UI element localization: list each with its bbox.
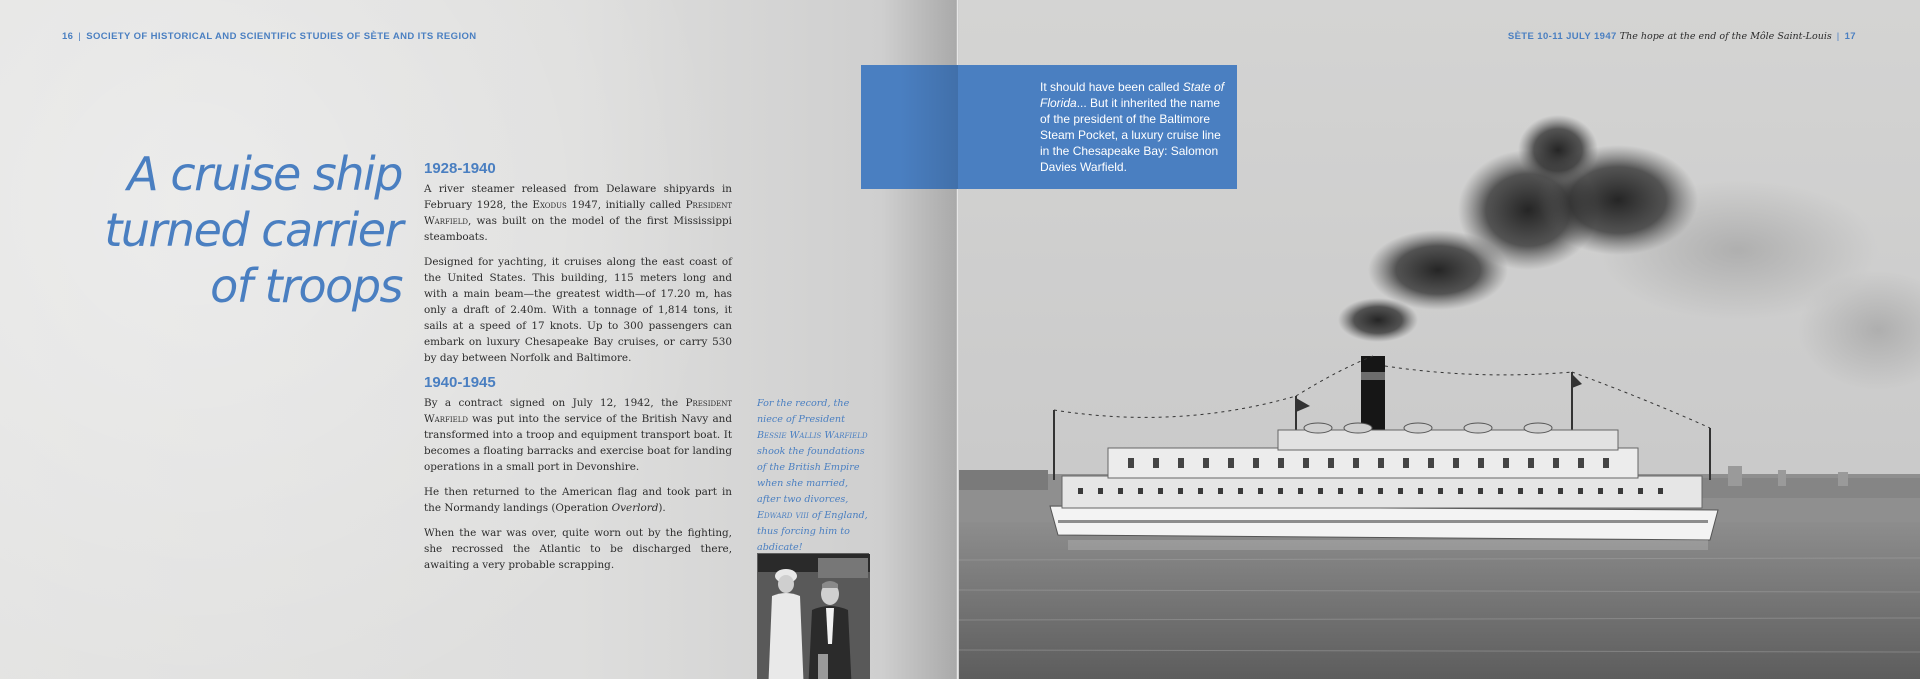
section-heading-1928: 1928-1940 (424, 160, 496, 177)
title-line-1: A cruise ship (127, 147, 402, 201)
society-name: SOCIETY OF HISTORICAL AND SCIENTIFIC STUDIES OF SÈTE AND ITS REGION (86, 31, 477, 42)
ship-name-state-of-florida: State of Florida (1040, 80, 1225, 110)
ship-name-president-warfield: President Warfield (424, 397, 732, 425)
text-run: ). (658, 502, 666, 514)
text-run: By a contract signed on July 12, 1942, the (424, 397, 686, 409)
paragraph-steamer (424, 181, 732, 245)
paragraph-war-over: When the war was over, quite worn out by the fighting, she recrossed the Atlantic to be discharged there, awaiting a very probable scrapping. (424, 527, 732, 571)
text-run: , was built on the model of the first Mississippi steamboats. (424, 215, 732, 243)
right-running-head (1508, 31, 1856, 42)
place-name: SÈTE (1507, 31, 1535, 42)
article-title (100, 146, 402, 314)
section-heading-1940: 1940-1945 (424, 374, 496, 391)
text-run: A river steamer released from Delaware shipyards in February 1928, the (424, 183, 732, 211)
paragraph-contract (424, 395, 732, 475)
right-page-number: 17 (1844, 31, 1856, 42)
paragraph-normandy (424, 484, 732, 516)
text-run: 1947, initially called (566, 199, 686, 211)
event-date: 10-11 JULY 1947 (1537, 31, 1617, 42)
text-run: shook the foundations of the British Empire when she married, after two divorces, (757, 446, 865, 505)
operation-name: Overlord (611, 502, 659, 514)
separator: | (1836, 31, 1840, 42)
wedding-photo-illustration (758, 554, 870, 679)
text-run: He then returned to the American flag and took part in the Normandy landings (Operation (424, 486, 732, 514)
title-line-3: of troops (210, 259, 402, 313)
paragraph-yachting: Designed for yachting, it cruises along the east coast of the United States. This building, 115 meters long and with a main beam—the greatest width—of 17.20 m, has only a draft of 2.40m. With a tonnage of 1,814 tons, it sails at a speed of 17 knots. Up to 300 passengers can embark on luxury Chesapeake Bay cruises, or carry 530 by day between Norfolk and Baltimore. (424, 256, 732, 364)
sidenote (757, 396, 871, 556)
body-column (424, 160, 732, 582)
ship-name-exodus: Exodus (532, 199, 567, 211)
separator: | (78, 31, 82, 42)
person-name: Edward viii (757, 510, 809, 521)
wedding-photo (757, 553, 869, 679)
left-page-number: 16 (62, 31, 74, 42)
person-name: Bessie Wallis Warfield (757, 430, 868, 441)
caption-box-fold-shadow (861, 65, 958, 189)
text-run: was put into the service of the British Navy and transformed into a troop and equipment transport boat. It becomes a floating barracks and exercise boat for landing operations in a small port in Devonshire. (424, 413, 732, 473)
photo-caption (1040, 79, 1226, 175)
left-page (0, 0, 958, 679)
text-run: ... But it inherited the name of the president of the Baltimore Steam Pocket, a luxury cruise line in the Chesapeake Bay: Salomon Davies Warfield. (1040, 96, 1221, 174)
title-line-2: turned carrier (104, 203, 402, 257)
ship-name-president-warfield: President Warfield (424, 199, 733, 227)
text-run: of England, thus forcing him to abdicate! (757, 510, 868, 553)
text-run: It should have been called (1040, 80, 1183, 94)
article-subtitle: The hope at the end of the Môle Saint-Louis (1619, 31, 1832, 42)
text-run: For the record, the niece of President (757, 398, 850, 425)
left-running-head (62, 31, 477, 42)
